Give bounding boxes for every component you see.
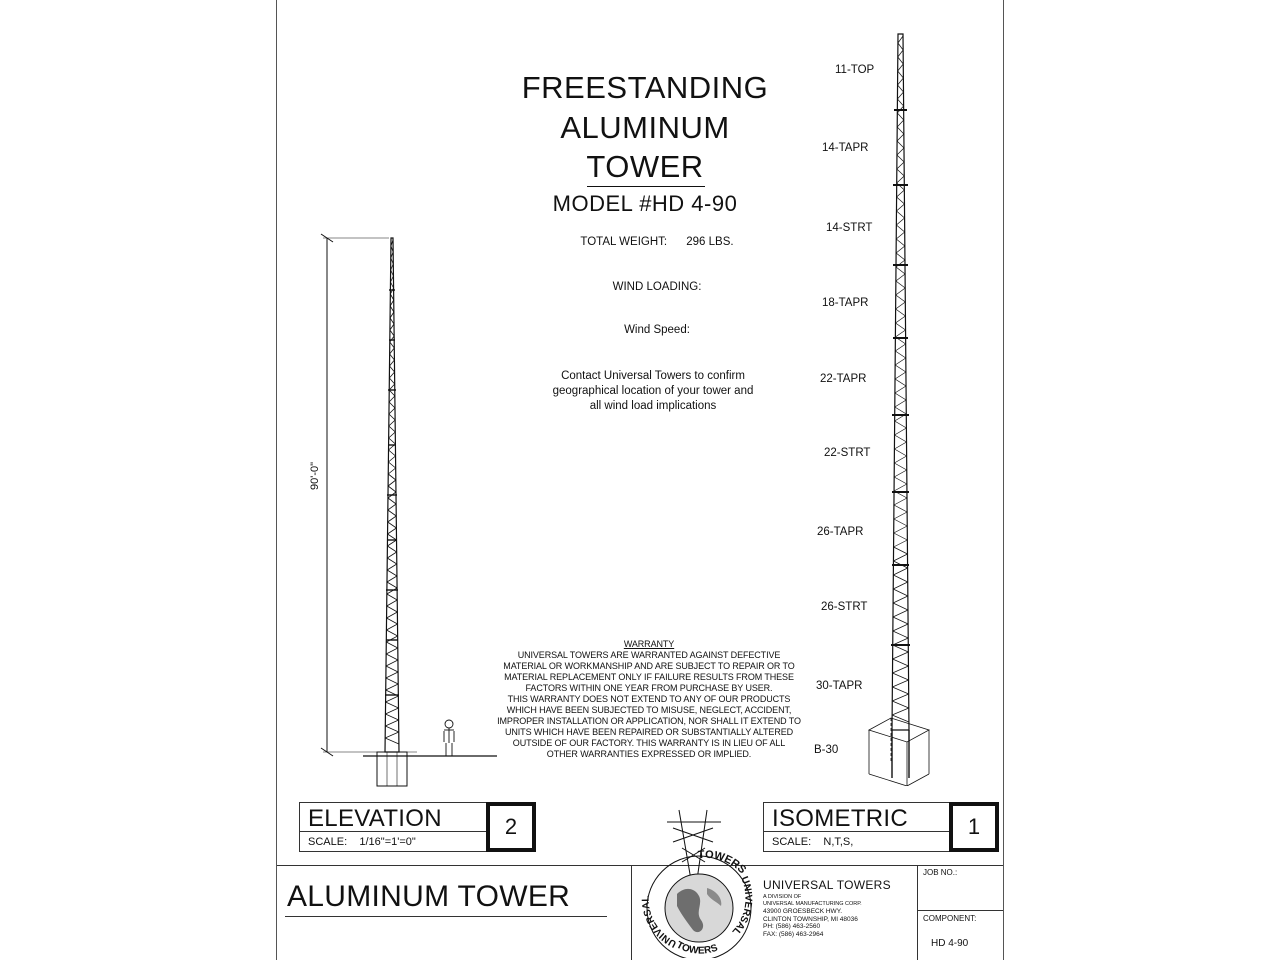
truss-brace	[893, 638, 909, 645]
warranty-line: OUTSIDE OF OUR FACTORY. THIS WARRANTY IS IN LIEU OF ALL	[512, 738, 786, 748]
truss-brace	[893, 554, 907, 561]
truss-brace	[893, 582, 908, 589]
total-weight-label: TOTAL WEIGHT:	[580, 236, 668, 248]
truss-brace	[897, 197, 905, 204]
title-line-2: ALUMINUM	[560, 110, 730, 145]
total-weight	[547, 236, 767, 248]
contact-line-3: all wind load implications	[589, 400, 717, 412]
section-label-22-strt: 22-STRT	[824, 447, 871, 459]
truss-brace	[897, 92, 903, 99]
truss-brace	[386, 642, 398, 648]
truss-brace	[387, 558, 397, 564]
truss-brace	[896, 211, 904, 218]
truss-brace	[386, 624, 397, 630]
truss-brace	[386, 684, 399, 690]
isometric-drawing	[863, 30, 933, 786]
truss-brace	[895, 435, 907, 442]
truss-brace	[893, 645, 909, 652]
truss-brace	[388, 474, 396, 480]
company-name: UNIVERSAL TOWERS	[763, 878, 891, 892]
drawing-title: ALUMINUM TOWER	[287, 880, 571, 913]
foundation-cube	[869, 718, 929, 786]
elevation-scale-label: SCALE:	[308, 836, 348, 848]
truss-brace	[898, 43, 903, 50]
elevation-drawing	[307, 230, 497, 790]
truss-brace	[386, 696, 399, 702]
truss-brace	[896, 253, 905, 260]
truss-brace	[893, 603, 908, 610]
warranty-line: UNITS WHICH HAVE BEEN REPAIRED OR SUBSTANTIALLY ALTERED	[504, 727, 794, 737]
truss-brace	[387, 540, 396, 546]
total-weight-value: 296 LBS.	[686, 236, 734, 248]
truss-brace	[389, 396, 395, 402]
truss-brace	[386, 702, 399, 708]
truss-brace	[892, 694, 908, 701]
truss-brace	[897, 155, 904, 162]
logo-arc-top: TOWERS	[697, 848, 749, 877]
elevation-view-name: ELEVATION	[308, 805, 442, 832]
truss-brace	[894, 470, 907, 477]
contact-note	[517, 369, 789, 414]
section-label-11-top: 11-TOP	[835, 64, 875, 76]
address-line: FAX: (586) 463-2964	[763, 930, 824, 938]
wind-loading-label: WIND LOADING:	[612, 281, 702, 293]
truss-brace	[387, 546, 396, 552]
truss-brace	[385, 726, 399, 732]
height-dimension-label: 90'-0"	[309, 461, 321, 490]
truss-brace	[897, 134, 904, 141]
truss-brace	[898, 71, 904, 78]
truss-brace	[390, 336, 394, 342]
universal-towers-logo	[637, 808, 757, 958]
isometric-scale	[764, 831, 950, 852]
truss-brace	[389, 438, 396, 444]
warranty-line: MATERIAL REPLACEMENT ONLY IF FAILURE RESULTS FROM THESE	[504, 672, 794, 682]
truss-brace	[892, 666, 908, 673]
truss-brace	[894, 505, 907, 512]
truss-brace	[387, 564, 397, 570]
truss-brace	[389, 420, 395, 426]
section-label-14-tapr: 14-TAPR	[822, 142, 869, 154]
warranty-heading: WARRANTY	[623, 639, 675, 649]
isometric-view-number: 1	[949, 802, 999, 852]
truss-brace	[896, 323, 906, 330]
truss-brace	[897, 148, 904, 155]
truss-brace	[894, 449, 906, 456]
truss-brace	[896, 295, 906, 302]
truss-brace	[389, 432, 396, 438]
warranty-line: FACTORS WITHIN ONE YEAR FROM PURCHASE BY USER.	[525, 683, 773, 693]
truss-brace	[388, 456, 395, 462]
truss-brace	[389, 378, 394, 384]
truss-brace	[389, 450, 396, 456]
truss-brace	[388, 522, 397, 528]
truss-brace	[388, 468, 395, 474]
elevation-scale-value: 1/16"=1'=0"	[359, 836, 416, 848]
truss-brace	[897, 127, 904, 134]
truss-brace	[894, 463, 906, 470]
truss-brace	[896, 267, 905, 274]
truss-brace	[893, 610, 908, 617]
truss-brace	[390, 354, 395, 360]
svg-text:TOWERS	[697, 849, 748, 876]
truss-brace	[896, 274, 905, 281]
truss-brace	[898, 36, 903, 43]
truss-brace	[894, 456, 906, 463]
truss-brace	[389, 414, 395, 420]
logo-arc-right: UNIVERSAL	[729, 875, 754, 937]
section-label-b-30: B-30	[814, 744, 839, 756]
truss-brace	[893, 631, 908, 638]
truss-brace	[896, 218, 904, 225]
truss-brace	[895, 330, 905, 337]
isometric-scale-value: N,T,S,	[823, 836, 854, 848]
component-label: COMPONENT:	[923, 914, 977, 923]
truss-brace	[893, 617, 908, 624]
truss-brace	[895, 344, 905, 351]
warranty-text	[485, 639, 813, 760]
isometric-scale-label: SCALE:	[772, 836, 812, 848]
section-label-22-tapr: 22-TAPR	[820, 373, 867, 385]
truss-brace	[898, 64, 904, 71]
truss-brace	[895, 400, 906, 407]
address-line: CLINTON TOWNSHIP, MI 48036	[763, 915, 858, 923]
wind-speed-label: Wind Speed:	[624, 324, 690, 336]
truss-brace	[386, 660, 398, 666]
truss-brace	[387, 576, 397, 582]
job-no-label: JOB NO.:	[923, 868, 958, 877]
truss-brace	[387, 618, 398, 624]
title-block-divider-1	[631, 865, 632, 960]
truss-brace	[386, 636, 397, 642]
truss-brace	[894, 512, 907, 519]
component-value: HD 4-90	[931, 938, 969, 949]
truss-brace	[895, 372, 906, 379]
truss-brace	[390, 366, 395, 372]
truss-brace	[388, 480, 396, 486]
truss-brace	[897, 169, 904, 176]
truss-brace	[893, 589, 908, 596]
warranty-line: IMPROPER INSTALLATION OR APPLICATION, NOR SHALL IT EXTEND TO	[497, 716, 801, 726]
elevation-scale	[300, 831, 490, 852]
section-label-14-strt: 14-STRT	[826, 222, 873, 234]
warranty-line: THIS WARRANTY DOES NOT EXTEND TO ANY OF OUR PRODUCTS	[507, 694, 791, 704]
contact-line-1: Contact Universal Towers to confirm	[561, 370, 745, 382]
truss-brace	[386, 654, 398, 660]
logo-arc-left: UNIVERSAL	[640, 895, 679, 950]
truss-brace	[897, 120, 904, 127]
truss-brace	[892, 708, 909, 715]
truss-brace	[388, 534, 397, 540]
title-underline	[587, 186, 705, 187]
truss-brace	[387, 552, 396, 558]
truss-brace	[894, 484, 907, 491]
truss-brace	[387, 612, 398, 618]
title-line-3: TOWER	[586, 149, 704, 184]
truss-brace	[896, 225, 904, 232]
truss-brace	[385, 720, 398, 726]
truss-brace	[389, 384, 394, 390]
truss-brace	[894, 547, 908, 554]
truss-brace	[896, 309, 906, 316]
truss-brace	[897, 113, 903, 120]
truss-brace	[388, 498, 396, 504]
truss-brace	[896, 232, 904, 239]
isometric-view-name: ISOMETRIC	[772, 805, 909, 832]
truss-brace	[893, 659, 909, 666]
truss-brace	[892, 680, 908, 687]
truss-brace	[892, 687, 908, 694]
company-address	[763, 908, 858, 938]
truss-brace	[893, 596, 908, 603]
truss-brace	[895, 393, 906, 400]
truss-brace	[386, 666, 398, 672]
truss-brace	[385, 738, 399, 744]
truss-brace	[385, 708, 398, 714]
address-line: PH: (586) 463-2560	[763, 923, 821, 930]
address-line: 43900 GROESBECK HWY.	[763, 908, 842, 915]
truss-brace	[388, 528, 397, 534]
truss-brace	[895, 351, 906, 358]
elevation-view-box	[299, 802, 491, 852]
title-block-divider-3	[917, 910, 1003, 911]
title-block-divider-2	[917, 865, 918, 960]
truss-brace	[385, 714, 398, 720]
truss-brace	[387, 600, 398, 606]
elevation-view-number: 2	[486, 802, 536, 852]
truss-brace	[388, 462, 395, 468]
truss-brace	[389, 426, 395, 432]
truss-brace	[390, 342, 394, 348]
human-scale-figure	[444, 720, 454, 756]
truss-brace	[893, 652, 909, 659]
truss-brace	[898, 50, 903, 57]
truss-brace	[385, 732, 399, 738]
truss-brace	[895, 421, 907, 428]
company-division	[763, 894, 862, 908]
truss-brace	[896, 316, 906, 323]
truss-brace	[895, 428, 907, 435]
truss-brace	[892, 673, 908, 680]
truss-brace	[386, 648, 398, 654]
truss-brace	[388, 510, 396, 516]
truss-brace	[387, 570, 397, 576]
drawing-title-block	[495, 70, 795, 220]
section-label-26-tapr: 26-TAPR	[817, 526, 864, 538]
truss-brace	[894, 526, 908, 533]
truss-brace	[894, 533, 908, 540]
section-label-18-tapr: 18-TAPR	[822, 297, 869, 309]
truss-brace	[387, 594, 397, 600]
truss-brace	[388, 486, 396, 492]
truss-brace	[896, 246, 905, 253]
truss-brace	[896, 204, 904, 211]
truss-brace	[895, 407, 906, 414]
truss-brace	[386, 630, 397, 636]
truss-brace	[898, 85, 904, 92]
truss-brace	[387, 588, 397, 594]
truss-brace	[894, 519, 907, 526]
warranty-line: OTHER WARRANTIES EXPRESSED OR IMPLIED.	[546, 749, 752, 759]
truss-brace	[894, 477, 907, 484]
truss-brace	[386, 672, 398, 678]
model-number: MODEL #HD 4-90	[552, 191, 738, 216]
truss-brace	[897, 176, 904, 183]
truss-brace	[390, 360, 395, 366]
truss-brace	[388, 516, 397, 522]
truss-brace	[387, 582, 397, 588]
division-line-1: A DIVISION OF	[763, 894, 802, 900]
truss-brace	[389, 390, 395, 396]
truss-brace	[893, 624, 908, 631]
truss-brace	[389, 402, 395, 408]
warranty-line: WHICH HAVE BEEN SUBJECTED TO MISUSE, NEGLECT, ACCIDENT,	[506, 705, 792, 715]
truss-brace	[894, 498, 907, 505]
truss-brace	[390, 348, 395, 354]
truss-brace	[387, 606, 398, 612]
truss-brace	[389, 408, 395, 414]
truss-brace	[894, 442, 906, 449]
truss-brace	[895, 386, 906, 393]
truss-brace	[896, 281, 905, 288]
truss-brace	[388, 504, 396, 510]
truss-brace	[898, 78, 904, 85]
section-label-30-tapr: 30-TAPR	[816, 680, 863, 692]
truss-brace	[896, 288, 905, 295]
truss-brace	[897, 99, 903, 106]
truss-brace	[895, 365, 906, 372]
truss-brace	[893, 568, 907, 575]
truss-brace	[896, 239, 905, 246]
truss-brace	[386, 678, 398, 684]
truss-brace	[895, 379, 906, 386]
truss-brace	[896, 302, 906, 309]
truss-brace	[892, 701, 909, 708]
truss-brace	[897, 190, 905, 197]
warranty-line: UNIVERSAL TOWERS ARE WARRANTED AGAINST DEFECTIVE	[517, 650, 781, 660]
truss-brace	[898, 57, 903, 64]
logo-arc-bottom: TOWERS	[674, 939, 720, 957]
contact-line-2: geographical location of your tower and	[552, 385, 754, 397]
warranty-line: MATERIAL OR WORKMANSHIP AND ARE SUBJECT TO REPAIR OR TO	[503, 661, 795, 671]
truss-brace	[389, 372, 394, 378]
title-line-1: FREESTANDING	[521, 70, 769, 105]
truss-brace	[894, 540, 908, 547]
title-block-underline	[285, 916, 607, 917]
truss-brace	[893, 575, 907, 582]
truss-brace	[897, 162, 904, 169]
division-line-2: UNIVERSAL MANUFACTURING CORP.	[763, 901, 862, 907]
isometric-view-box	[763, 802, 951, 852]
drawing-sheet	[276, 0, 1004, 960]
truss-brace	[895, 358, 906, 365]
truss-brace	[897, 141, 904, 148]
section-label-26-strt: 26-STRT	[821, 601, 868, 613]
